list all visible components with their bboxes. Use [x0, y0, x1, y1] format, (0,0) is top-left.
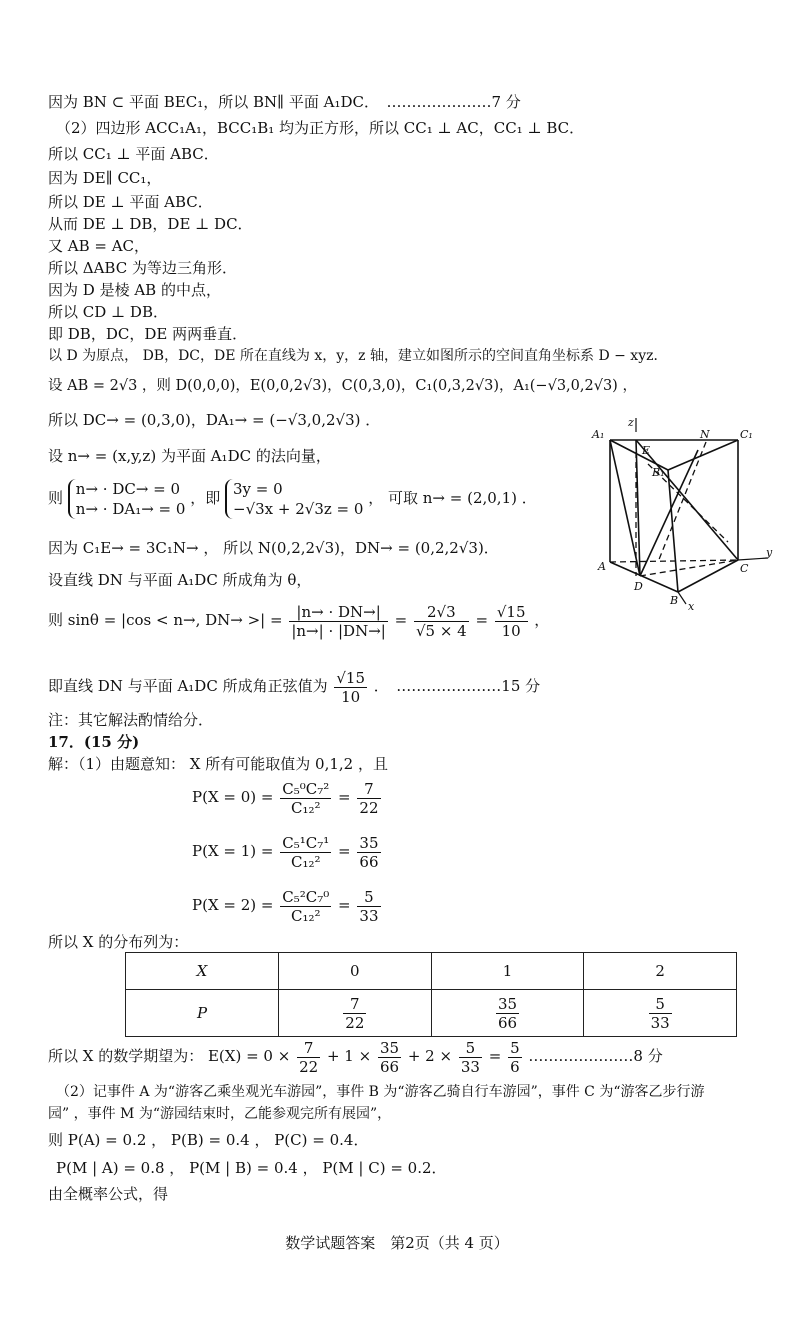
table-cell: $\frac{35}{66}$ — [431, 990, 584, 1037]
text-line: 所以 ΔABC 为等边三角形． — [48, 259, 237, 277]
text-line: 所以 DE ⊥ 平面 ABC． — [48, 193, 213, 211]
text-fragment: ， — [534, 611, 550, 629]
equation-system — [225, 479, 363, 519]
text-line: 园” ，事件 M 为“游园结束时，乙能参观完所有展园”， — [48, 1106, 392, 1122]
text-fragment: = — [394, 611, 408, 629]
text-line: 因为 DE∥ CC₁， — [48, 169, 162, 187]
text-line: 所以 CD ⊥ DB． — [48, 303, 168, 321]
expectation-formula: 所以 X 的数学期望为： E(X) = 0 × $\frac{7}{22}$ + 1 × $\frac{35}{66}$ + 2 × $\frac{5}{33}$ = $\frac{5}{6}$ …………………8 分 — [48, 1038, 663, 1076]
text-fragment: ， 可取 n→ = (2,0,1) ． — [368, 489, 537, 507]
text-line: 所以 X 的分布列为： — [48, 933, 189, 951]
text-line: 解：（1）由题意知： X 所有可能取值为 0,1,2 ，且 — [48, 755, 388, 773]
equation: 3y = 0 — [233, 480, 283, 498]
text-line: 设直线 DN 与平面 A₁DC 所成角为 θ， — [48, 571, 312, 589]
fraction: $\frac{√15}{10}$ — [496, 602, 526, 640]
prism-figure — [588, 412, 778, 612]
table-cell: 2 — [584, 953, 737, 990]
sine-formula — [48, 598, 549, 642]
table-cell: 0 — [279, 953, 432, 990]
table-cell: 1 — [431, 953, 584, 990]
text-line: （2）四边形 ACC₁A₁，BCC₁B₁ 均为正方形，所以 CC₁ ⊥ AC，CC₁ ⊥ BC． — [56, 119, 585, 137]
label-A1: A₁ — [592, 428, 605, 441]
label-B1: B₁ — [652, 466, 665, 479]
normal-vector-system — [48, 474, 537, 522]
text-line: 从而 DE ⊥ DB，DE ⊥ DC． — [48, 215, 253, 233]
page-footer: 数学试题答案 第2页（共 4 页） — [285, 1234, 509, 1252]
text-fragment: 则 — [48, 489, 64, 507]
text-line: 因为 BN ⊂ 平面 BEC₁，所以 BN∥ 平面 A₁DC． …………………7 分 — [48, 93, 521, 111]
label-E: E — [642, 444, 651, 457]
text-fragment: ． …………………15 分 — [373, 677, 541, 695]
table-row — [126, 990, 737, 1037]
distribution-table — [125, 952, 737, 1037]
probability-formula: P(X = 0) = $\frac{\text{C₅⁰C₇²}}{\text{C₁₂²}}$ = $\frac{7}{22}$ — [192, 779, 379, 817]
text-line: 设 AB = 2√3 ，则 D(0,0,0)，E(0,0,2√3)，C(0,3,0)，C₁(0,3,2√3)，A₁(−√3,0,2√3) ， — [48, 378, 637, 394]
fraction: $\frac{√15}{10}$ — [336, 668, 366, 706]
sine-conclusion — [48, 664, 540, 708]
text-line: 以 D 为原点， DB，DC，DE 所在直线为 x，y，z 轴，建立如图所示的空间直角坐标系 D − xyz． — [48, 348, 668, 364]
text-line: 所以 CC₁ ⊥ 平面 ABC． — [48, 145, 219, 163]
label-C: C — [740, 562, 749, 575]
equation: −√3x + 2√3z = 0 — [233, 500, 364, 518]
label-A: A — [598, 560, 606, 573]
label-x: x — [688, 600, 695, 612]
text-line: （2）记事件 A 为“游客乙乘坐观光车游园”，事件 B 为“游客乙骑自行车游园”，事件 C 为“游客乙步行游 — [56, 1084, 705, 1100]
text-fragment: 则 sinθ = |cos < n→, DN→ >| = — [48, 611, 283, 629]
label-y: y — [766, 546, 773, 559]
label-D: D — [634, 580, 643, 593]
label-B: B — [670, 594, 679, 607]
equation: n→ · DA₁→ = 0 — [75, 500, 186, 518]
text-line: 则 P(A) = 0.2 ， P(B) = 0.4 ， P(C) = 0.4． — [48, 1131, 369, 1149]
text-line: 即 DB，DC，DE 两两垂直． — [48, 325, 248, 343]
probability-formula: P(X = 1) = $\frac{\text{C₅¹C₇¹}}{\text{C₁₂²}}$ = $\frac{35}{66}$ — [192, 833, 379, 871]
text-fragment: = — [475, 611, 489, 629]
text-line: 因为 C₁E→ = 3C₁N→ ， 所以 N(0,2,2√3)，DN→ = (0,2,2√3)． — [48, 539, 499, 557]
text-line: 因为 D 是棱 AB 的中点， — [48, 281, 221, 299]
text-fragment: ，即 — [190, 489, 221, 507]
table-header: P — [126, 990, 279, 1037]
fraction: $\frac{2√3}{√5 \times 4}$ — [415, 602, 467, 640]
text-line: 所以 DC→ = (0,3,0)，DA₁→ = (−√3,0,2√3) ． — [48, 411, 381, 429]
text-line: P(M | A) = 0.8 ， P(M | B) = 0.4 ， P(M | C) = 0.2． — [56, 1159, 447, 1177]
fraction: $\frac{|n\to \cdot DN\to|}{|n\to| \cdot |DN\to|}$ — [291, 602, 386, 640]
table-row — [126, 953, 737, 990]
equation: n→ · DC→ = 0 — [75, 480, 181, 498]
table-cell: $\frac{7}{22}$ — [279, 990, 432, 1037]
label-N: N — [700, 428, 710, 441]
probability-formula: P(X = 2) = $\frac{\text{C₅²C₇⁰}}{\text{C₁₂²}}$ = $\frac{5}{33}$ — [192, 887, 379, 925]
table-header: X — [126, 953, 279, 990]
equation-system — [68, 479, 186, 519]
table-cell: $\frac{5}{33}$ — [584, 990, 737, 1037]
text-line: 又 AB = AC， — [48, 237, 150, 255]
text-line: 注：其它解法酌情给分． — [48, 711, 214, 729]
text-fragment: 即直线 DN 与平面 A₁DC 所成角正弦值为 — [48, 677, 328, 695]
problem-number: 17．(15 分) — [48, 733, 140, 751]
label-C1: C₁ — [740, 428, 753, 441]
text-line: 设 n→ = (x,y,z) 为平面 A₁DC 的法向量， — [48, 447, 331, 465]
text-line: 由全概率公式，得 — [48, 1185, 169, 1203]
label-z: z — [628, 416, 634, 429]
